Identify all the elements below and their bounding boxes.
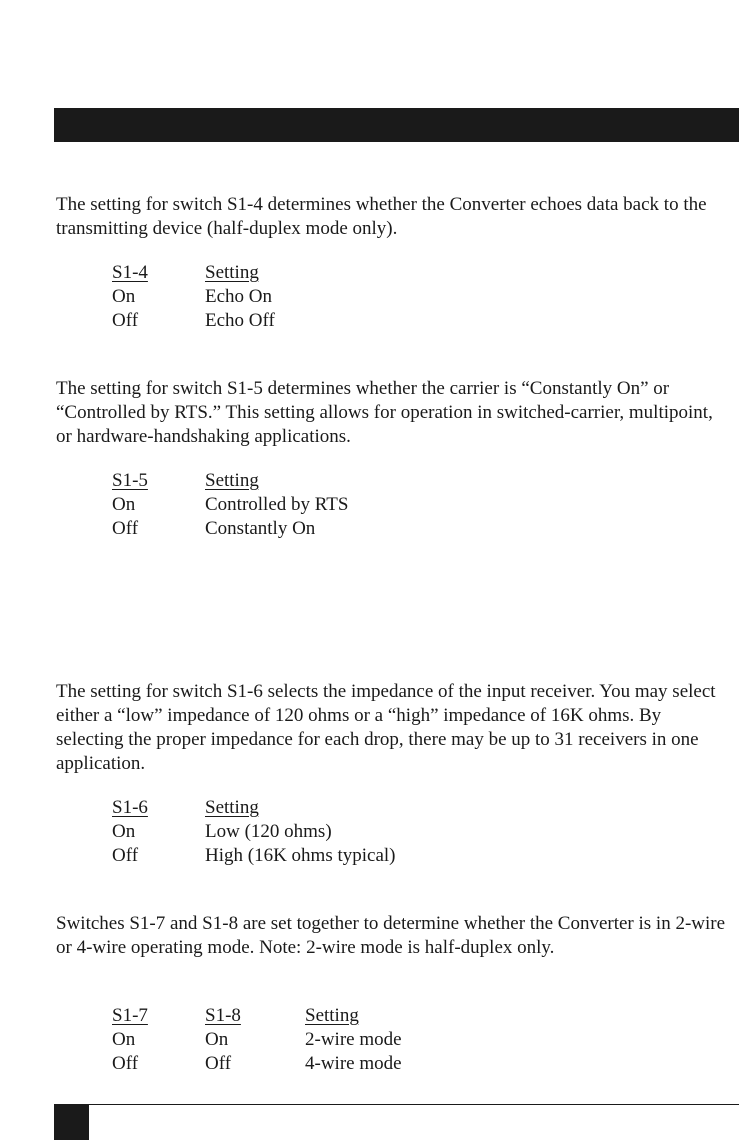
- column-header-switch: S1-6: [112, 797, 148, 818]
- setting-value: Echo On: [205, 286, 273, 307]
- s1-6-description: The setting for switch S1-6 selects the impedance of the input receiver. You may select either a “low” impedance of 120 ohms or a “high” impedance of 16K ohms. By selecting the proper impedance for each drop, there may be up to 31 receivers in one application.: [56, 681, 716, 774]
- page-number-box: [54, 1104, 89, 1140]
- table-row: [112, 1052, 402, 1076]
- switch-value: On: [112, 286, 136, 307]
- table-row: [112, 820, 396, 844]
- column-header-setting: Setting: [305, 1005, 359, 1026]
- column-header-switch-s1-8: S1-8: [205, 1005, 241, 1026]
- switch-value: Off: [112, 845, 139, 866]
- column-header-setting: Setting: [205, 470, 259, 491]
- table-header-row: [112, 1004, 402, 1028]
- s1-6-table: [112, 796, 396, 868]
- table-header-row: [112, 261, 275, 285]
- column-header-switch: S1-5: [112, 470, 148, 491]
- footer-rule: [54, 1104, 739, 1105]
- column-header-setting: Setting: [205, 262, 259, 283]
- table-row: [112, 844, 396, 868]
- switch-value: On: [112, 821, 136, 842]
- setting-value: Low (120 ohms): [205, 821, 332, 842]
- switch-value: Off: [112, 310, 139, 331]
- s1-4-table: [112, 261, 275, 333]
- switch-value: On: [112, 1029, 136, 1050]
- switch-value: Off: [112, 1053, 139, 1074]
- s1-4-description: The setting for switch S1-4 determines whether the Converter echoes data back to the transmitting device (half-duplex mode only).: [56, 194, 707, 239]
- column-header-switch-s1-7: S1-7: [112, 1005, 148, 1026]
- header-bar: [54, 108, 739, 142]
- switch-value: On: [205, 1029, 229, 1050]
- setting-value: Controlled by RTS: [205, 494, 349, 515]
- setting-value: High (16K ohms typical): [205, 845, 396, 866]
- s1-7-8-description: Switches S1-7 and S1-8 are set together to determine whether the Converter is in 2-wire or 4-wire operating mode. Note: 2-wire mode is half-duplex only.: [56, 913, 726, 958]
- column-header-switch: S1-4: [112, 262, 148, 283]
- switch-value: Off: [112, 518, 139, 539]
- setting-value: 4-wire mode: [305, 1053, 402, 1074]
- table-header-row: [112, 796, 396, 820]
- s1-5-table: [112, 469, 348, 541]
- setting-value: Echo Off: [205, 310, 275, 331]
- switch-value: On: [112, 494, 136, 515]
- s1-7-8-table: [112, 1004, 402, 1076]
- table-row: [112, 309, 275, 333]
- setting-value: 2-wire mode: [305, 1029, 402, 1050]
- table-row: [112, 285, 275, 309]
- table-row: [112, 517, 348, 541]
- table-row: [112, 493, 348, 517]
- column-header-setting: Setting: [205, 797, 259, 818]
- table-header-row: [112, 469, 348, 493]
- s1-5-description: The setting for switch S1-5 determines whether the carrier is “Constantly On” or “Controlled by RTS.” This setting allows for operation in switched-carrier, multipoint, or hardware-handshaking applications.: [56, 378, 713, 447]
- table-row: [112, 1028, 402, 1052]
- switch-value: Off: [205, 1053, 232, 1074]
- setting-value: Constantly On: [205, 518, 316, 539]
